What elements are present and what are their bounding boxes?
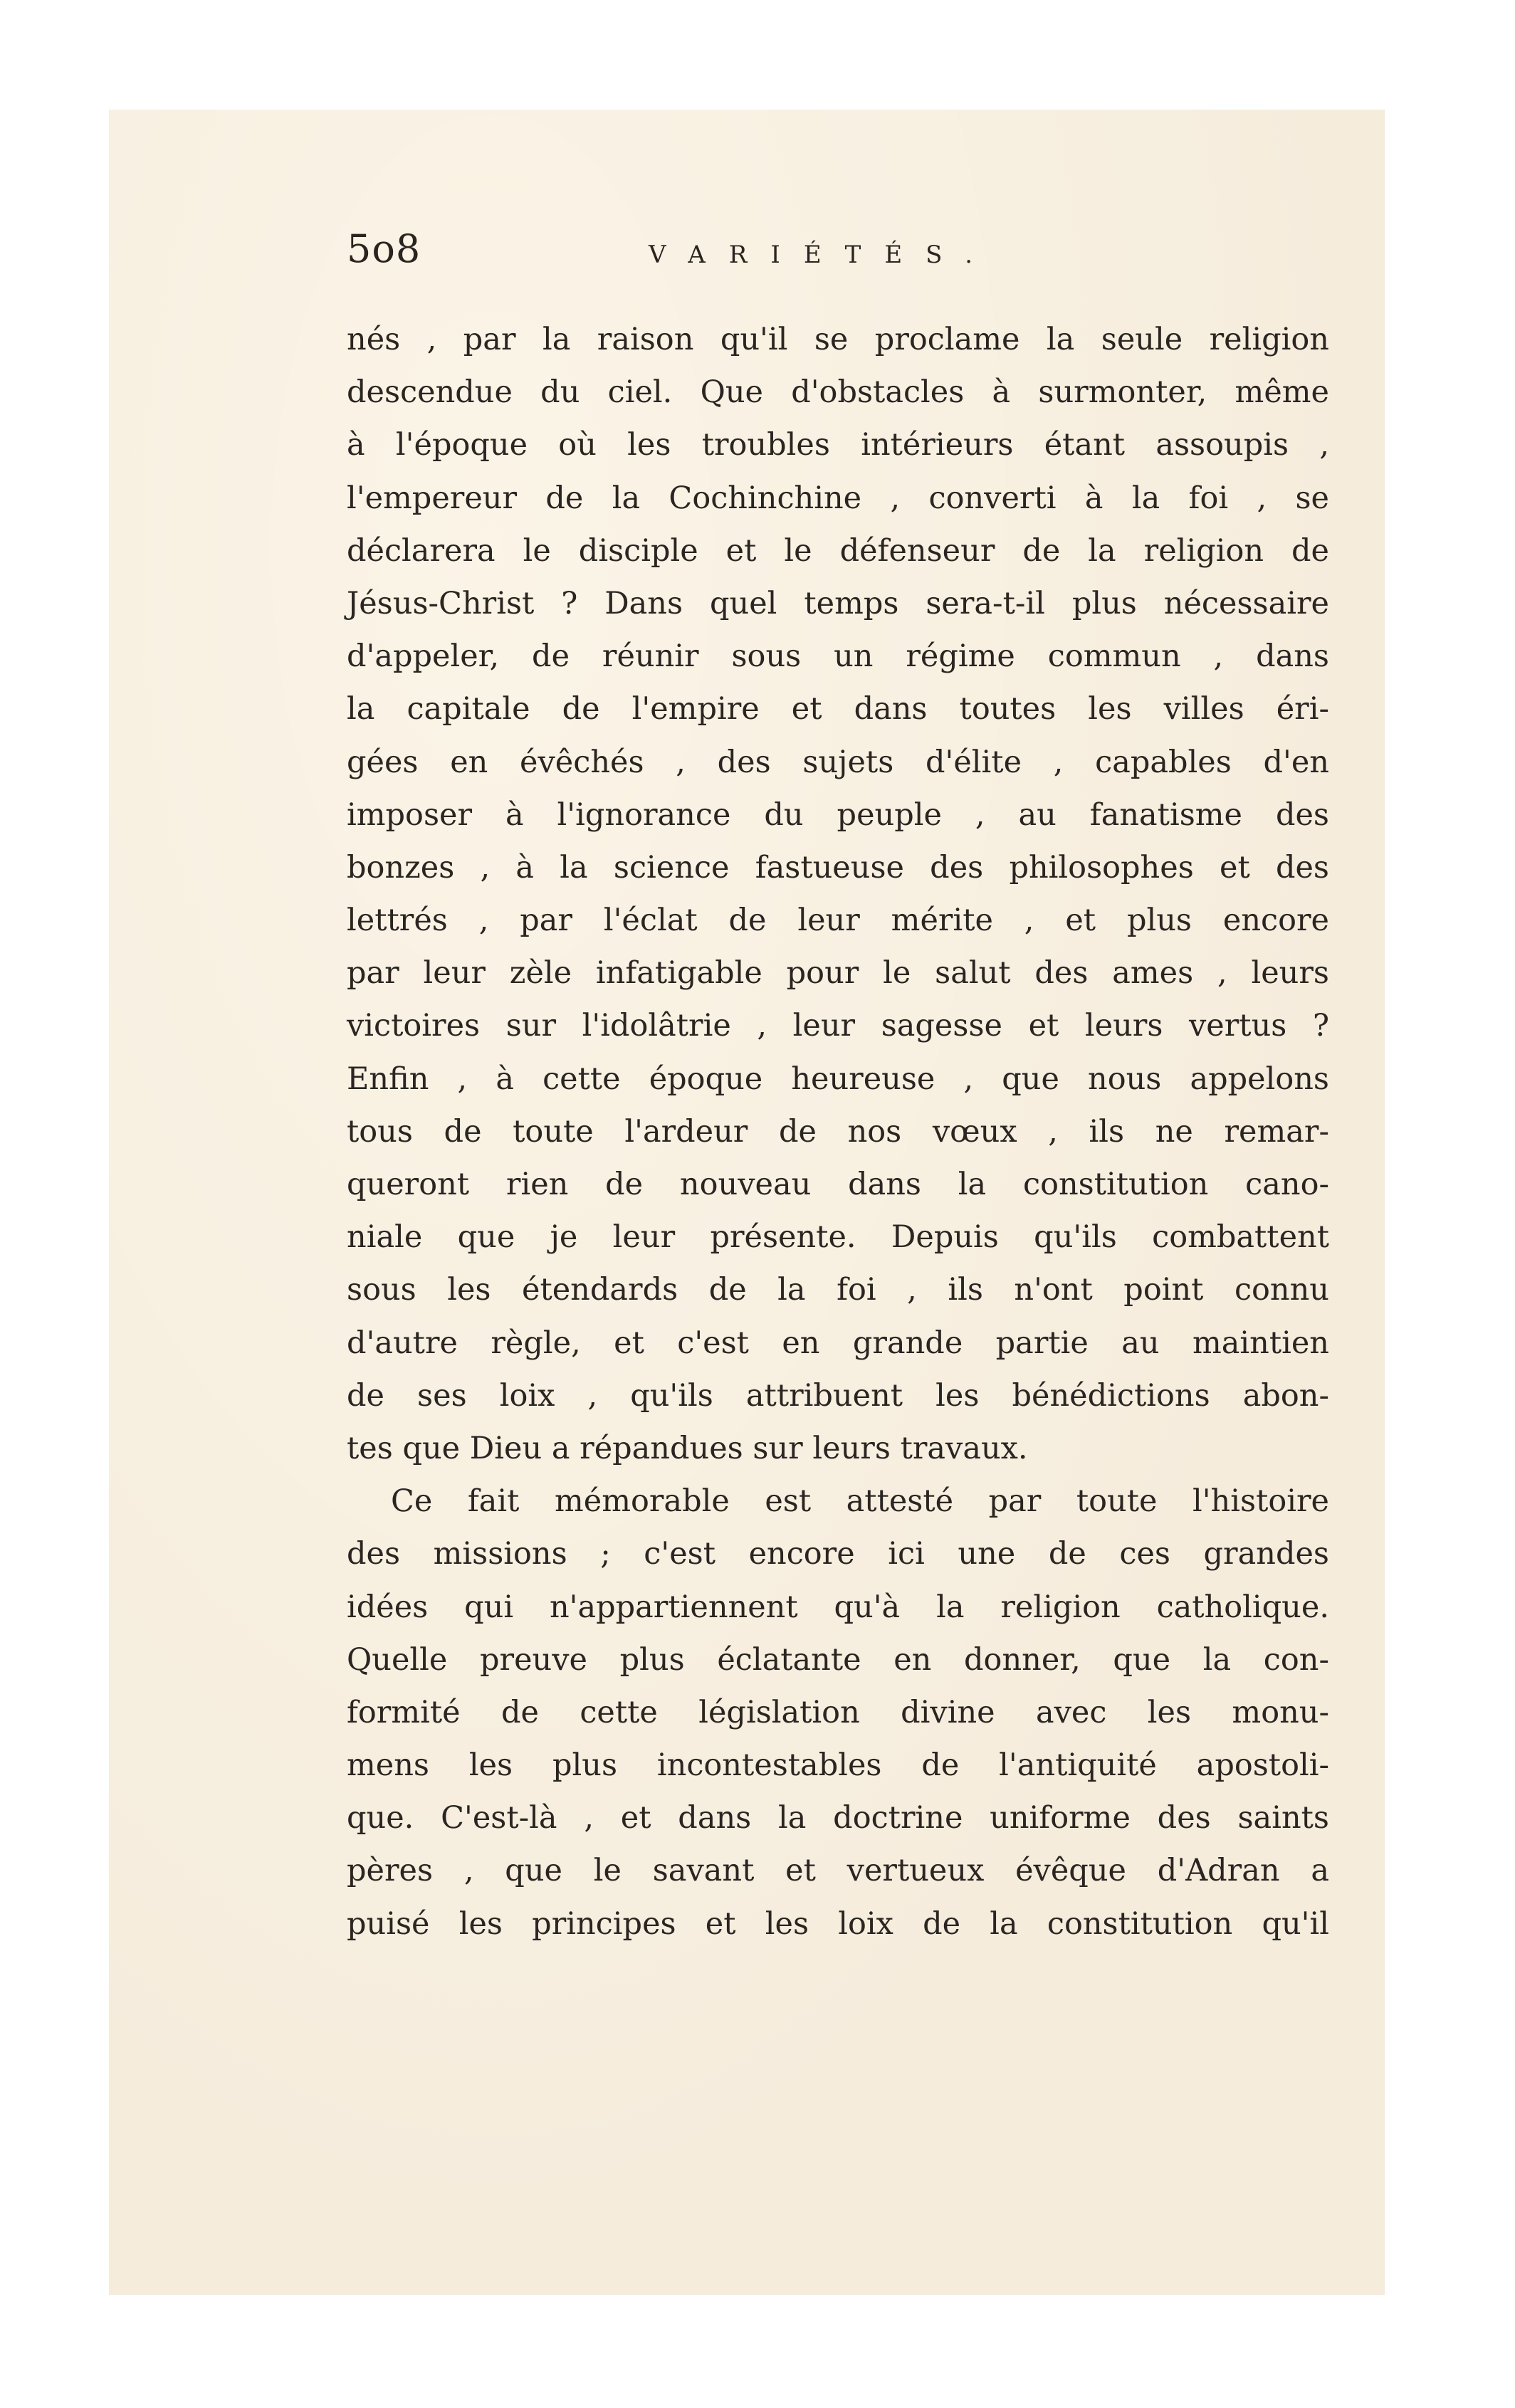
text-line: puisé les principes et les loix de la constitution qu'il	[347, 1905, 1329, 1942]
text-line: l'empereur de la Cochinchine , converti à la foi , se	[347, 480, 1329, 516]
text-line: la capitale de l'empire et dans toutes les villes éri-	[347, 691, 1329, 727]
text-line: à l'époque où les troubles intérieurs étant assoupis ,	[347, 427, 1329, 463]
text-line: tous de toute l'ardeur de nos vœux , ils ne remar-	[347, 1113, 1329, 1150]
body-text	[347, 313, 1329, 1950]
paragraph-start-line: Ce fait mémorable est attesté par toute l'histoire	[391, 1483, 1329, 1520]
text-line: déclarera le disciple et le défenseur de la religion de	[347, 532, 1329, 569]
text-line: par leur zèle infatigable pour le salut des ames , leurs	[347, 955, 1329, 992]
text-line: descendue du ciel. Que d'obstacles à surmonter, même	[347, 374, 1329, 411]
text-line: que. C'est-là , et dans la doctrine uniforme des saints	[347, 1800, 1329, 1836]
text-line: des missions ; c'est encore ici une de ces grandes	[347, 1536, 1329, 1572]
running-head: VARIÉTÉS.	[649, 241, 997, 269]
text-line: d'autre règle, et c'est en grande partie au maintien	[347, 1325, 1329, 1361]
page-number: 5o8	[347, 226, 421, 271]
text-line: queront rien de nouveau dans la constitution cano-	[347, 1167, 1329, 1202]
text-line: pères , que le savant et vertueux évêque d'Adran a	[347, 1853, 1329, 1889]
text-line: gées en évêchés , des sujets d'élite , capables d'en	[347, 744, 1329, 780]
paragraph-end-line: tes que Dieu a répandues sur leurs travaux.	[347, 1430, 1028, 1466]
text-line: lettrés , par l'éclat de leur mérite , et plus encore	[347, 903, 1329, 939]
text-line: nés , par la raison qu'il se proclame la seule religion	[347, 322, 1329, 357]
text-line: formité de cette législation divine avec les monu-	[347, 1694, 1329, 1730]
text-line: Quelle preuve plus éclatante en donner, que la con-	[347, 1641, 1329, 1678]
text-line: Enfin , à cette époque heureuse , que nous appelons	[347, 1061, 1329, 1097]
text-line: mens les plus incontestables de l'antiquité apostoli-	[347, 1747, 1329, 1784]
text-line: idées qui n'appartiennent qu'à la religion catholique.	[347, 1589, 1329, 1625]
text-line: d'appeler, de réunir sous un régime commun , dans	[347, 638, 1329, 675]
text-line: imposer à l'ignorance du peuple , au fanatisme des	[347, 796, 1329, 833]
text-line: Jésus-Christ ? Dans quel temps sera-t-il plus nécessaire	[347, 585, 1329, 621]
text-line: bonzes , à la science fastueuse des philosophes et des	[347, 849, 1329, 885]
page-header	[347, 226, 1329, 283]
text-line: de ses loix , qu'ils attribuent les bénédictions abon-	[347, 1377, 1329, 1414]
text-line: sous les étendards de la foi , ils n'ont point connu	[347, 1272, 1329, 1308]
text-line: niale que je leur présente. Depuis qu'ils combattent	[347, 1219, 1329, 1256]
text-line: victoires sur l'idolâtrie , leur sagesse et leurs vertus ?	[347, 1008, 1329, 1044]
